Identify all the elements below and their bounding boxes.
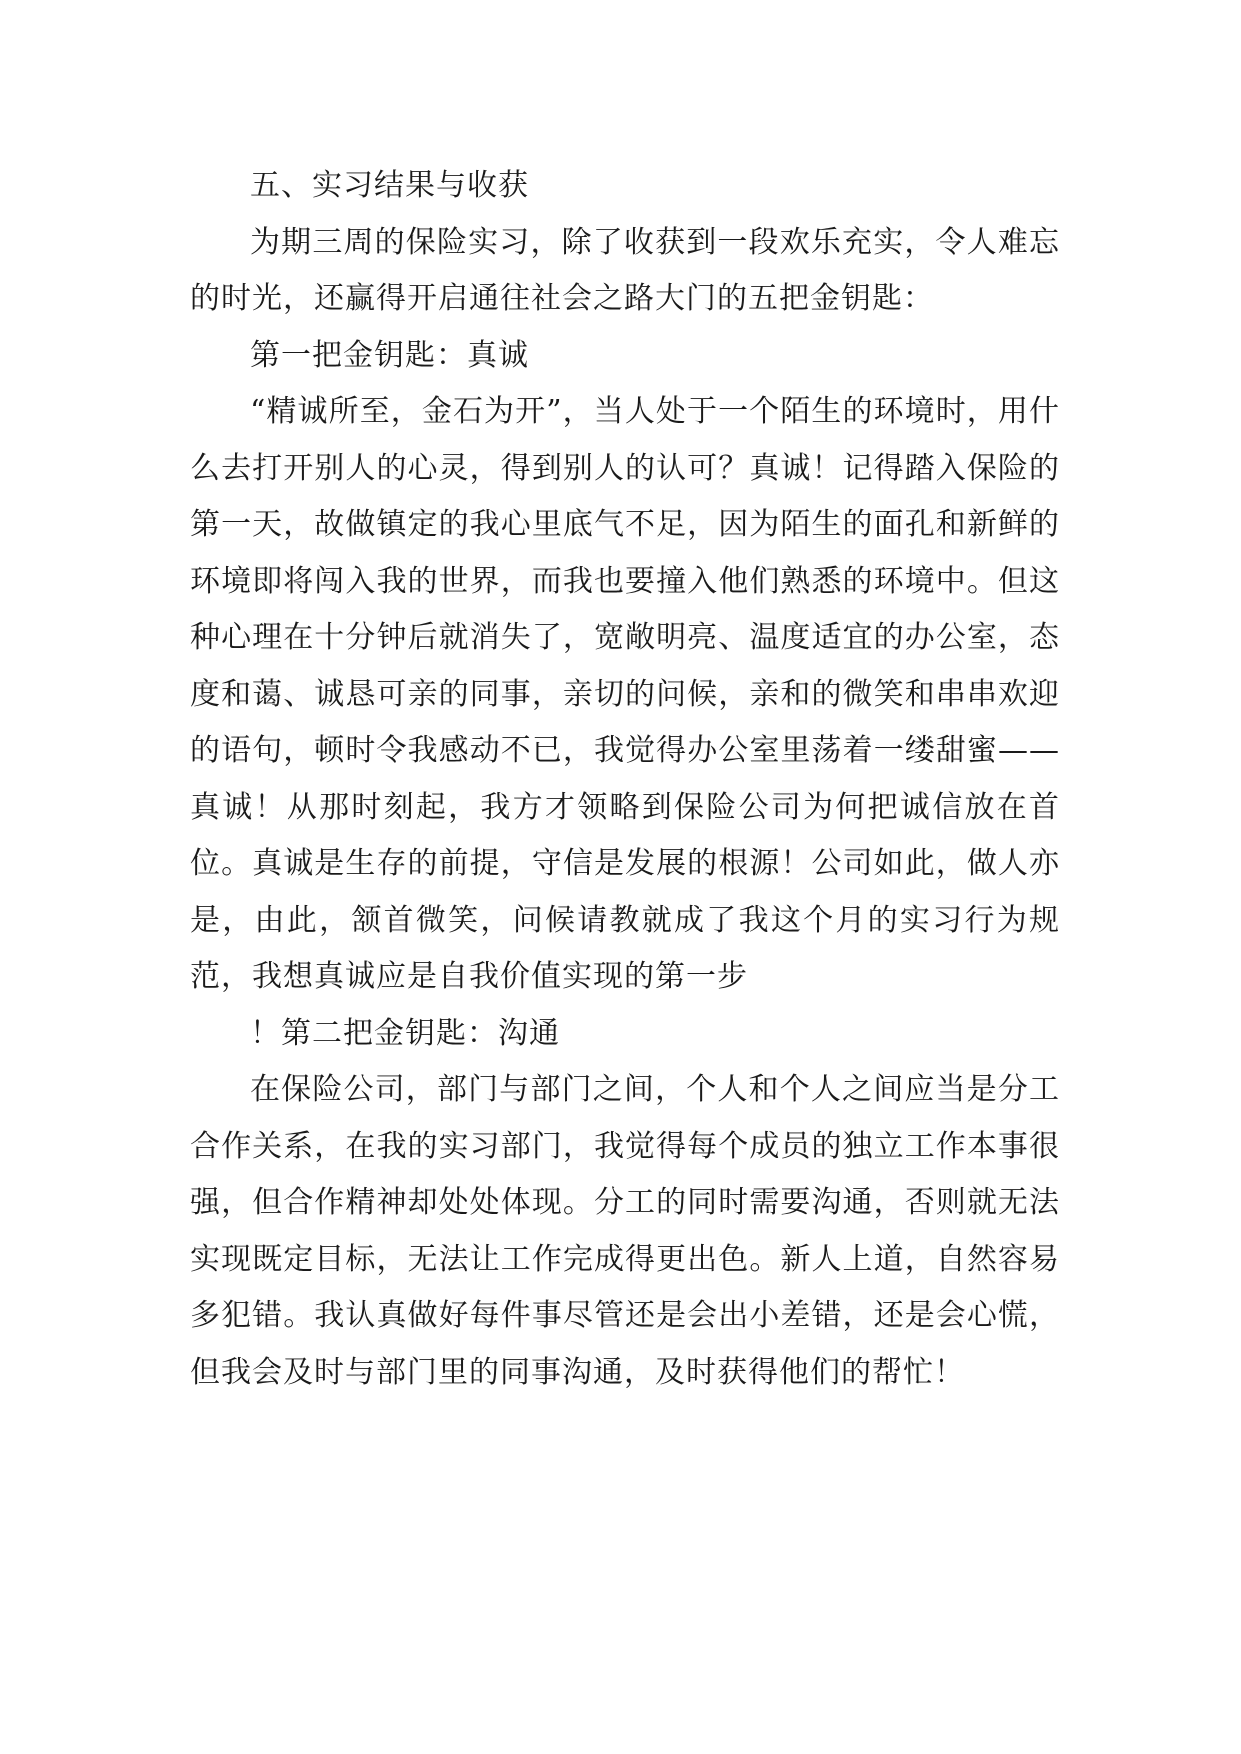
key1-paragraph: “精诚所至，金石为开”，当人处于一个陌生的环境时，用什么去打开别人的心灵，得到别人的认可？真诚！记得踏入保险的第一天，故做镇定的我心里底气不足，因为陌生的面孔和新鲜的环境即将闯入我的世界，而我也要撞入他们熟悉的环境中。但这种心理在十分钟后就消失了，宽敞明亮、温度适宜的办公室，态度和蔼、诚恳可亲的同事，亲切的问候，亲和的微笑和串串欢迎的语句，顿时令我感动不已，我觉得办公室里荡着一缕甜蜜——真诚！从那时刻起，我方才领略到保险公司为何把诚信放在首位。真诚是生存的前提，守信是发展的根源！公司如此，做人亦是，由此，颔首微笑，问候请教就成了我这个月的实习行为规范，我想真诚应是自我价值实现的第一步 (190, 394, 1060, 994)
document-body (190, 158, 1060, 1401)
intro-paragraph: 为期三周的保险实习，除了收获到一段欢乐充实，令人难忘的时光，还赢得开启通往社会之路大门的五把金钥匙： (190, 224, 1060, 316)
key2-heading: ！第二把金钥匙：沟通 (250, 1015, 560, 1051)
key2-paragraph: 在保险公司，部门与部门之间，个人和个人之间应当是分工合作关系，在我的实习部门，我觉得每个成员的独立工作本事很强，但合作精神却处处体现。分工的同时需要沟通，否则就无法实现既定目标，无法让工作完成得更出色。新人上道，自然容易多犯错。我认真做好每件事尽管还是会出小差错，还是会心慌，但我会及时与部门里的同事沟通，及时获得他们的帮忙！ (190, 1072, 1060, 1390)
section-heading: 五、实习结果与收获 (250, 168, 529, 203)
key1-heading: 第一把金钥匙：真诚 (250, 337, 529, 373)
